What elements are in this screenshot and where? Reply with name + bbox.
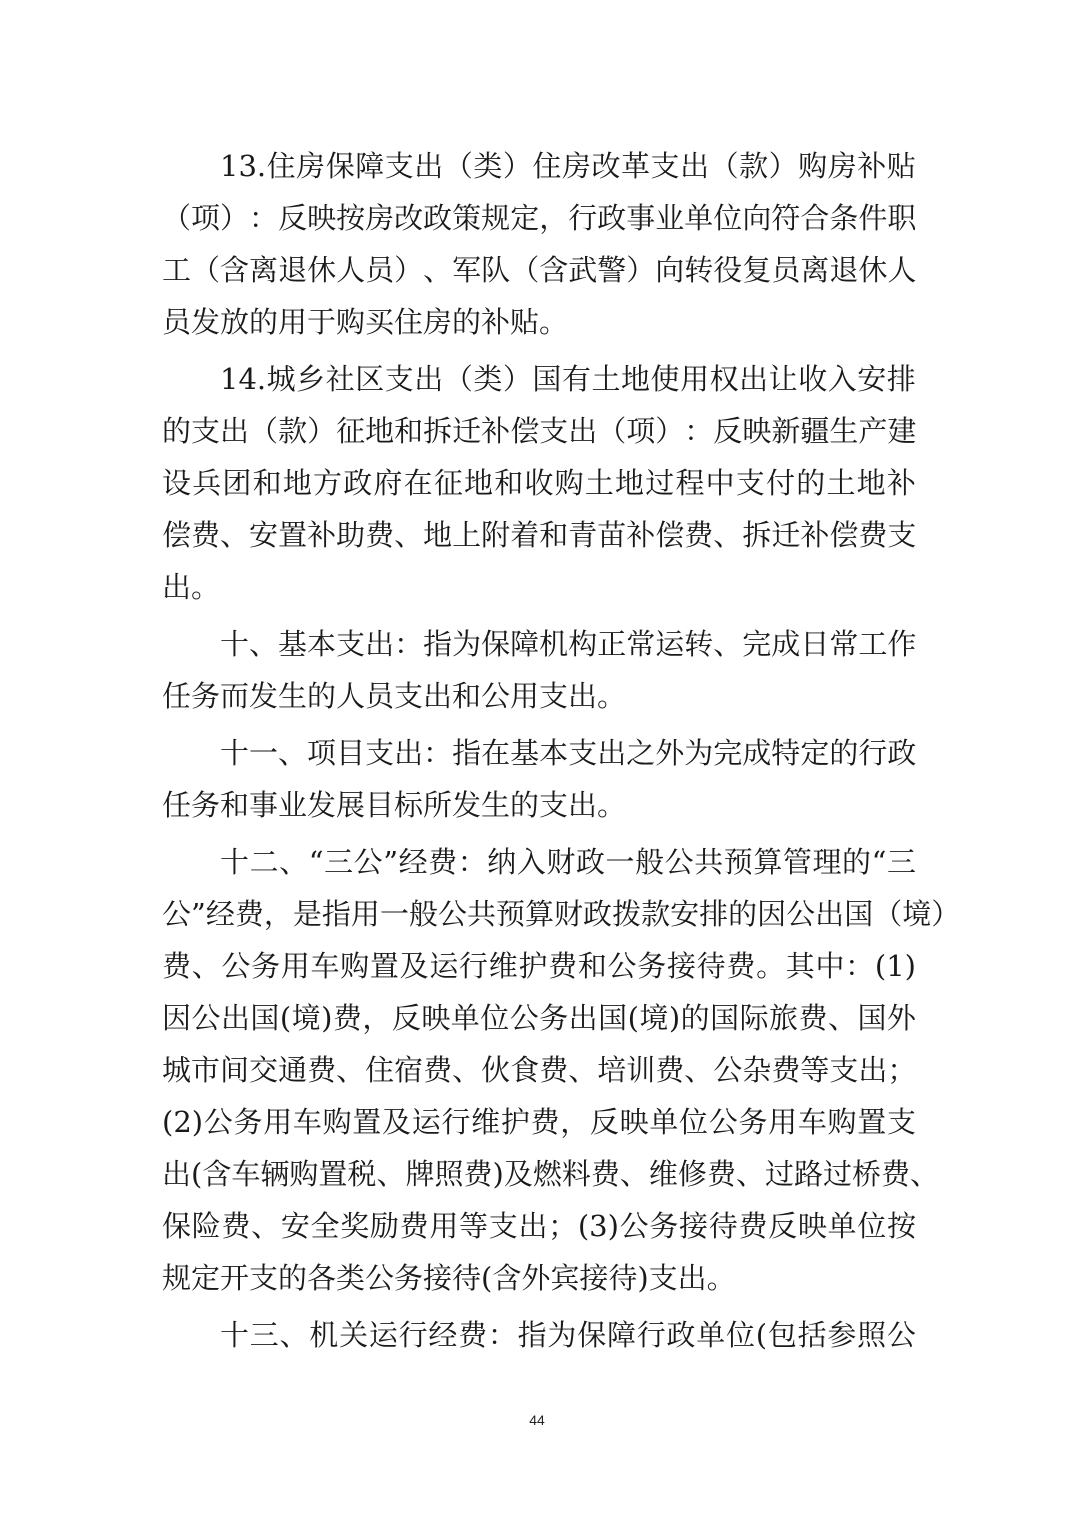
text-line: 十 三 、 机 关 运 行 经 费 ： 指 为 保 障 行 政 单 位 ( 包 括 参 照 公 [220, 1318, 916, 1352]
text-line: 保 险 费 、 安 全 奖 励 费 用 等 支 出 ； (3) 公 务 接 待 费 反 映 单 位 按 [162, 1209, 916, 1243]
text-line: （ 项 ） ： 反 映 按 房 改 政 策 规 定 ， 行 政 事 业 单 位 向 符 合 条 件 职 [162, 201, 917, 235]
text-line: 员发放的用于购买住房的补贴。 [162, 305, 569, 339]
paragraph [162, 1309, 916, 1361]
text-line: 公 ” 经 费 ， 是 指 用 一 般 公 共 预 算 财 政 拨 款 安 排 的 因 公 出 国 （ 境 ） [162, 897, 961, 931]
text-line: 出 ( 含 车 辆 购 置 税 、 牌 照 费 ) 及 燃 料 费 、 维 修 费 、 过 路 过 桥 费 、 [162, 1157, 940, 1191]
text-line: (2) 公 务 用 车 购 置 及 运 行 维 护 费 ， 反 映 单 位 公 务 用 车 购 置 支 [162, 1105, 916, 1139]
paragraph [162, 140, 916, 348]
text-line: 十 二 、 “ 三 公 ” 经 费 ： 纳 入 财 政 一 般 公 共 预 算 管 理 的 “ 三 [220, 845, 916, 879]
text-line: 规定开支的各类公务接待(含外宾接待)支出。 [162, 1261, 736, 1295]
text-line: 费 、 公 务 用 车 购 置 及 运 行 维 护 费 和 公 务 接 待 费 。 其 中 ： (1) [162, 949, 916, 983]
text-line: 14. 城 乡 社 区 支 出 （ 类 ） 国 有 土 地 使 用 权 出 让 收 入 安 排 [220, 362, 916, 396]
text-line: 的 支 出 （ 款 ） 征 地 和 拆 迁 补 偿 支 出 （ 项 ） ： 反 映 新 疆 生 产 建 [162, 414, 917, 448]
text-line: 工 （ 含 离 退 休 人 员 ） 、 军 队 （ 含 武 警 ） 向 转 役 复 员 离 退 休 人 [162, 253, 917, 287]
text-line: 设 兵 团 和 地 方 政 府 在 征 地 和 收 购 土 地 过 程 中 支 付 的 土 地 补 [162, 466, 916, 500]
text-line: 十 、 基 本 支 出 ： 指 为 保 障 机 构 正 常 运 转 、 完 成 日 常 工 作 [220, 627, 917, 661]
text-line: 任务而发生的人员支出和公用支出。 [162, 679, 627, 713]
page-body [162, 140, 961, 1361]
paragraph [162, 727, 916, 831]
text-line: 13. 住 房 保 障 支 出 （ 类 ） 住 房 改 革 支 出 （ 款 ） 购 房 补 贴 [220, 149, 916, 183]
text-line: 偿 费 、 安 置 补 助 费 、 地 上 附 着 和 青 苗 补 偿 费 、 拆 迁 补 偿 费 支 [162, 518, 917, 552]
paragraph [162, 836, 961, 1304]
text-line: 因 公 出 国 ( 境 ) 费 ， 反 映 单 位 公 务 出 国 ( 境 ) 的 国 际 旅 费 、 国 外 [162, 1001, 916, 1035]
paragraph [162, 353, 916, 613]
page-number: 44 [529, 1412, 545, 1428]
text-line: 十 一 、 项 目 支 出 ： 指 在 基 本 支 出 之 外 为 完 成 特 定 的 行 政 [220, 736, 917, 770]
text-line: 城 市 间 交 通 费 、 住 宿 费 、 伙 食 费 、 培 训 费 、 公 杂 费 等 支 出 ； [162, 1053, 917, 1087]
paragraph [162, 618, 916, 722]
text-line: 任务和事业发展目标所发生的支出。 [162, 788, 627, 822]
text-line: 出。 [162, 570, 221, 604]
